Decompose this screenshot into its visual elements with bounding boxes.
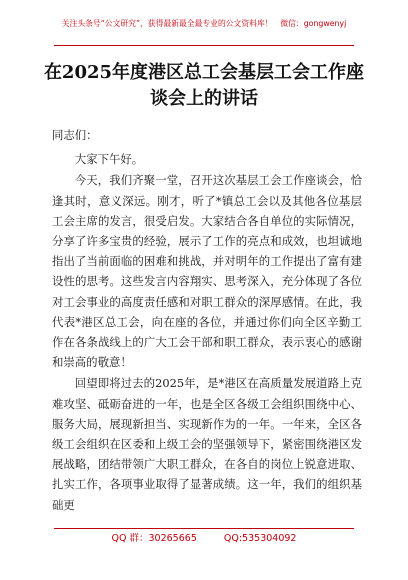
header-divider	[54, 45, 354, 46]
document-body	[52, 125, 362, 515]
paragraph-greeting: 大家下午好。	[74, 152, 144, 167]
header-banner: 关注头条号“公文研究”，获得最新最全最专业的公文资料库！ 微信：gongwenyj	[61, 19, 347, 28]
salutation: 同志们：	[52, 128, 98, 142]
footer	[0, 531, 408, 547]
footer-divider	[54, 528, 354, 529]
document-title: 在2025年度港区总工会基层工会工作座谈会上的讲话	[43, 62, 365, 109]
paragraph-review: 回望即将过去的2025年，是*港区在高质量发展道路上克难攻坚、砥砺奋进的一年，也是全区各级工会组织围绕中心、服务大局，展现新担当、实现新作为的一年。一年来，全区各级工会组织在区委和上级工会的坚强领导下，紧密围绕港区发展战略，团结带领广大职工群众，在各自的岗位上锐意进取、扎实工作，各项事业取得了显著成绩。这一年，我们的组织基础更	[52, 376, 362, 512]
paragraph-opening: 今天，我们齐聚一堂，召开这次基层工会工作座谈会，恰逢其时，意义深远。刚才，听了*镇总工会以及其他各位基层工会主席的发言，很受启发。大家结合各自单位的实际情况，分享了许多宝贵的经验，展示了工作的亮点和成效，也坦诚地指出了当前面临的困难和挑战，并对明年的工作提出了富有建设性的思考。这些发言内容翔实、思考深入，充分体现了各位对工会事业的高度责任感和对职工群众的深厚感情。在此，我代表*港区总工会，向在座的各位，并通过你们向全区辛勤工作在各条战线上的广大工会干部和职工群众，表示衷心的感谢和崇高的敬意！	[52, 173, 362, 370]
footer-qq-group: QQ 群：30265665	[111, 533, 197, 544]
footer-qq-contact: QQ:535304092	[223, 533, 297, 544]
